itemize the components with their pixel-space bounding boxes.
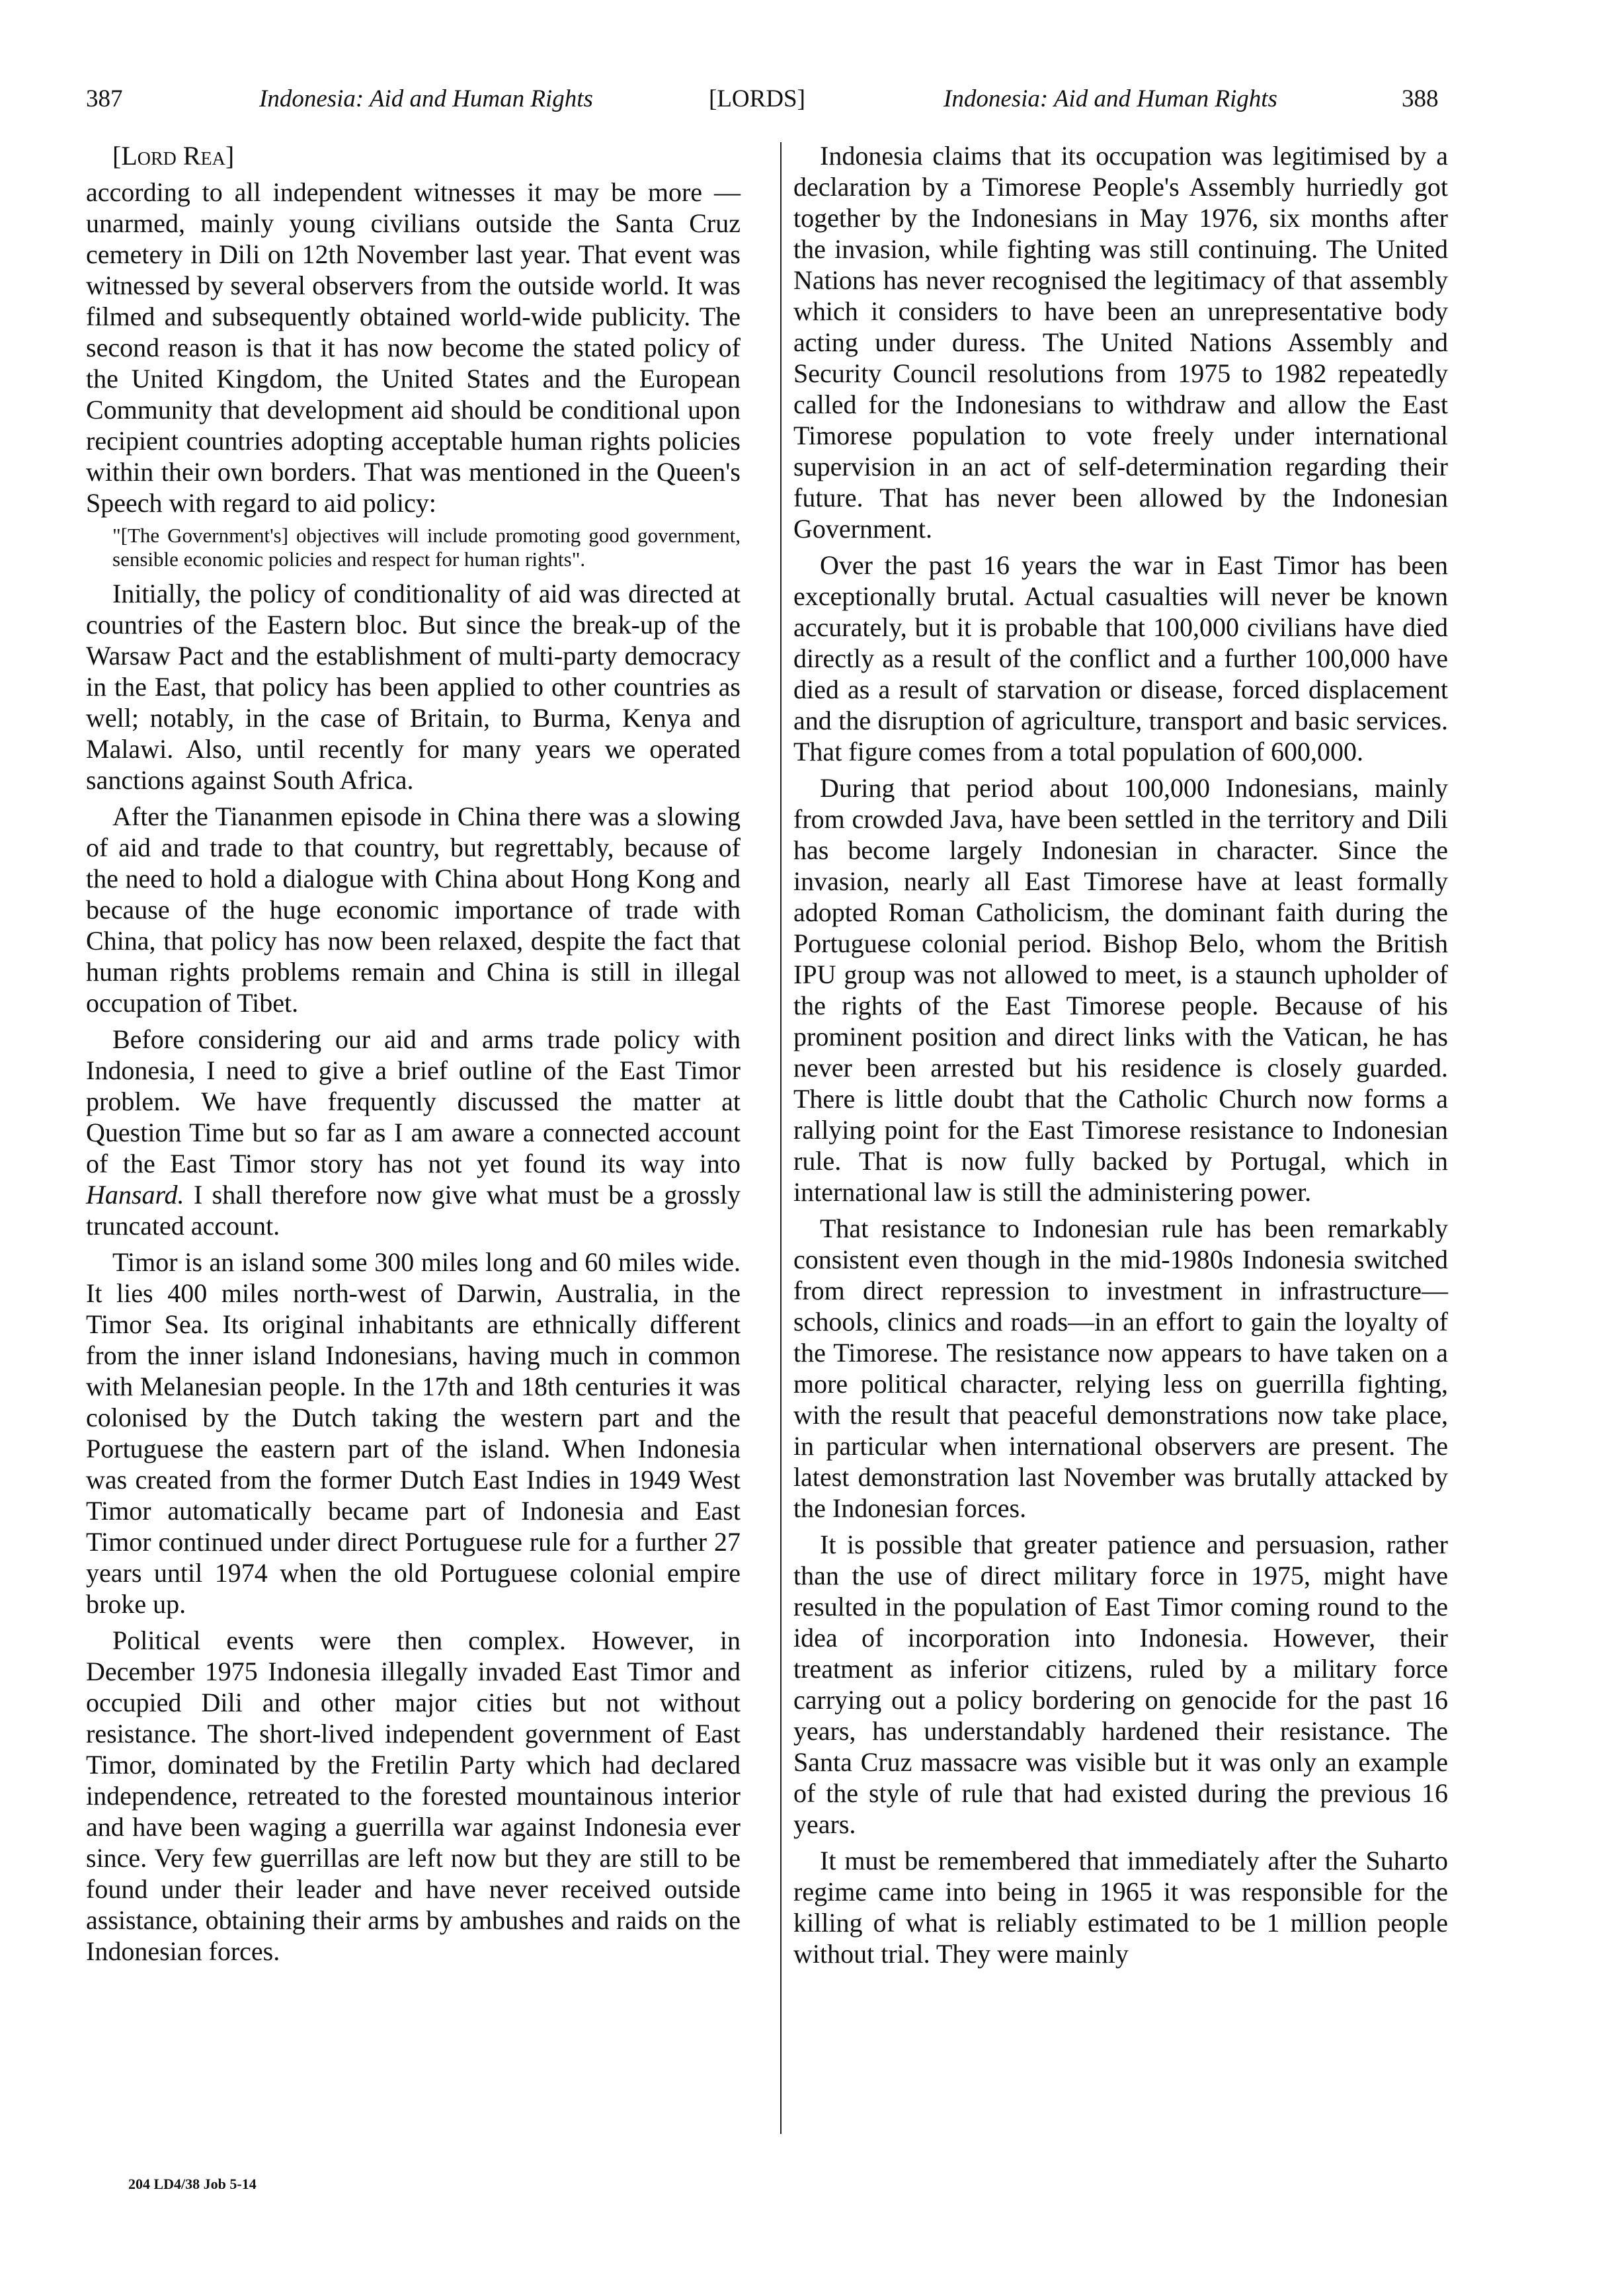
hansard-reference: Hansard. bbox=[86, 1180, 184, 1210]
running-title-right: Indonesia: Aid and Human Rights bbox=[944, 85, 1277, 112]
page-number-right: 388 bbox=[1402, 85, 1439, 112]
right-column bbox=[793, 140, 1448, 1969]
running-title-left: Indonesia: Aid and Human Rights bbox=[259, 85, 593, 112]
paragraph: After the Tiananmen episode in China there was a slowing of aid and trade to that country, but regrettably, because of the need to hold a dialogue with China about Hong Kong and because of the huge economic importance of trade with China, that policy has now been relaxed, despite the fact that human rights problems remain and China is still in illegal occupation of Tibet. bbox=[86, 801, 741, 1018]
paragraph: Timor is an island some 300 miles long and 60 miles wide. It lies 400 miles north-west of Darwin, Australia, in the Timor Sea. Its original inhabitants are ethnically different from the inner island Indonesians, having much in common with Melanesian people. In the 17th and 18th centuries it was colonised by the Dutch taking the western part and the Portuguese the eastern part of the island. When Indonesia was created from the former Dutch East Indies in 1949 West Timor automatically became part of Indonesia and East Timor continued under direct Portuguese rule for a further 27 years until 1974 when the old Portuguese colonial empire broke up. bbox=[86, 1247, 741, 1619]
paragraph: Before considering our aid and arms trade policy with Indonesia, I need to give a brief outline of the East Timor problem. We have frequently discussed the matter at Question Time but so far as I am aware a connected account of the East Timor story has not yet found its way into Hansard. I shall therefore now give what must be a grossly truncated account. bbox=[86, 1024, 741, 1241]
page-number-left: 387 bbox=[86, 85, 123, 112]
print-job-code: 204 LD4/38 Job 5-14 bbox=[128, 2176, 257, 2192]
paragraph: Indonesia claims that its occupation was legitimised by a declaration by a Timorese People's Assembly hurriedly got together by the Indonesians in May 1976, six months after the invasion, while fighting was still continuing. The United Nations has never recognised the legitimacy of that assembly which it considers to have been an unrepresentative body acting under duress. The United Nations Assembly and Security Council resolutions from 1975 to 1982 repeatedly called for the Indonesians to withdraw and allow the East Timorese population to vote freely under international supervision in an act of self-determination regarding their future. That has never been allowed by the Indonesian Government. bbox=[793, 141, 1448, 544]
paragraph: Over the past 16 years the war in East Timor has been exceptionally brutal. Actual casualties will never be known accurately, but it is probable that 100,000 civilians have died directly as a result of the conflict and a further 100,000 have died as a result of starvation or disease, forced displacement and the disruption of agriculture, transport and basic services. That figure comes from a total population of 600,000. bbox=[793, 550, 1448, 766]
speaker-name: Lord Rea bbox=[121, 141, 225, 171]
speaker-attribution: [Lord Rea] bbox=[112, 141, 235, 171]
paragraph: During that period about 100,000 Indonesians, mainly from crowded Java, have been settled in the territory and Dili has become largely Indonesian in character. Since the invasion, nearly all East Timorese have at least formally adopted Roman Catholicism, the dominant faith during the Portuguese colonial period. Bishop Belo, whom the British IPU group was not allowed to meet, is a staunch upholder of the rights of the East Timorese people. Because of his prominent position and direct links with the Vatican, he has never been arrested but his residence is closely guarded. There is little doubt that the Catholic Church now forms a rallying point for the East Timorese resistance to Indonesian rule. That is now fully backed by Portugal, which in international law is still the administering power. bbox=[793, 773, 1448, 1207]
paragraph: That resistance to Indonesian rule has been remarkably consistent even though in the mid-1980s Indonesia switched from direct repression to investment in infrastructure—schools, clinics and roads—in an effort to gain the loyalty of the Timorese. The resistance now appears to have taken on a more political character, relying less on guerrilla fighting, with the result that peaceful demonstrations now take place, in particular when international observers are present. The latest demonstration last November was brutally attacked by the Indonesian forces. bbox=[793, 1213, 1448, 1523]
house-label: [LORDS] bbox=[709, 85, 805, 112]
paragraph: Initially, the policy of conditionality of aid was directed at countries of the Eastern bloc. But since the break-up of the Warsaw Pact and the establishment of multi-party democracy in the East, that policy has been applied to other countries as well; notably, in the case of Britain, to Burma, Kenya and Malawi. Also, until recently for many years we operated sanctions against South Africa. bbox=[86, 579, 741, 795]
paragraph: It must be remembered that immediately after the Suharto regime came into being in 1965 it was responsible for the killing of what is reliably estimated to be 1 million people without trial. They were mainly bbox=[793, 1846, 1448, 1969]
paragraph: It is possible that greater patience and persuasion, rather than the use of direct military force in 1975, might have resulted in the population of East Timor coming round to the idea of incorporation into Indonesia. However, their treatment as inferior citizens, ruled by a military force carrying out a policy bordering on genocide for the past 16 years, has understandably hardened their resistance. The Santa Cruz massacre was visible but it was only an example of the style of rule that had existed during the previous 16 years. bbox=[793, 1530, 1448, 1839]
block-quote: "[The Government's] objectives will include promoting good government, sensible economic policies and respect for human rights". bbox=[112, 524, 741, 571]
paragraph: Political events were then complex. However, in December 1975 Indonesia illegally invaded East Timor and occupied Dili and other major cities but not without resistance. The short-lived independent government of East Timor, dominated by the Fretilin Party which had declared independence, retreated to the forested mountainous interior and have been waging a guerrilla war against Indonesia ever since. Very few guerrillas are left now but they are still to be found under their leader and have never received outside assistance, obtaining their arms by ambushes and raids on the Indonesian forces. bbox=[86, 1625, 741, 1966]
left-column bbox=[86, 140, 741, 1967]
column-divider bbox=[780, 142, 782, 2134]
paragraph: according to all independent witnesses it may be more —unarmed, mainly young civilians outside the Santa Cruz cemetery in Dili on 12th November last year. That event was witnessed by several observers from the outside world. It was filmed and subsequently obtained world-wide publicity. The second reason is that it has now become the stated policy of the United Kingdom, the United States and the European Community that development aid should be conditional upon recipient countries adopting acceptable human rights policies within their own borders. That was mentioned in the Queen's Speech with regard to aid policy: bbox=[86, 177, 741, 518]
